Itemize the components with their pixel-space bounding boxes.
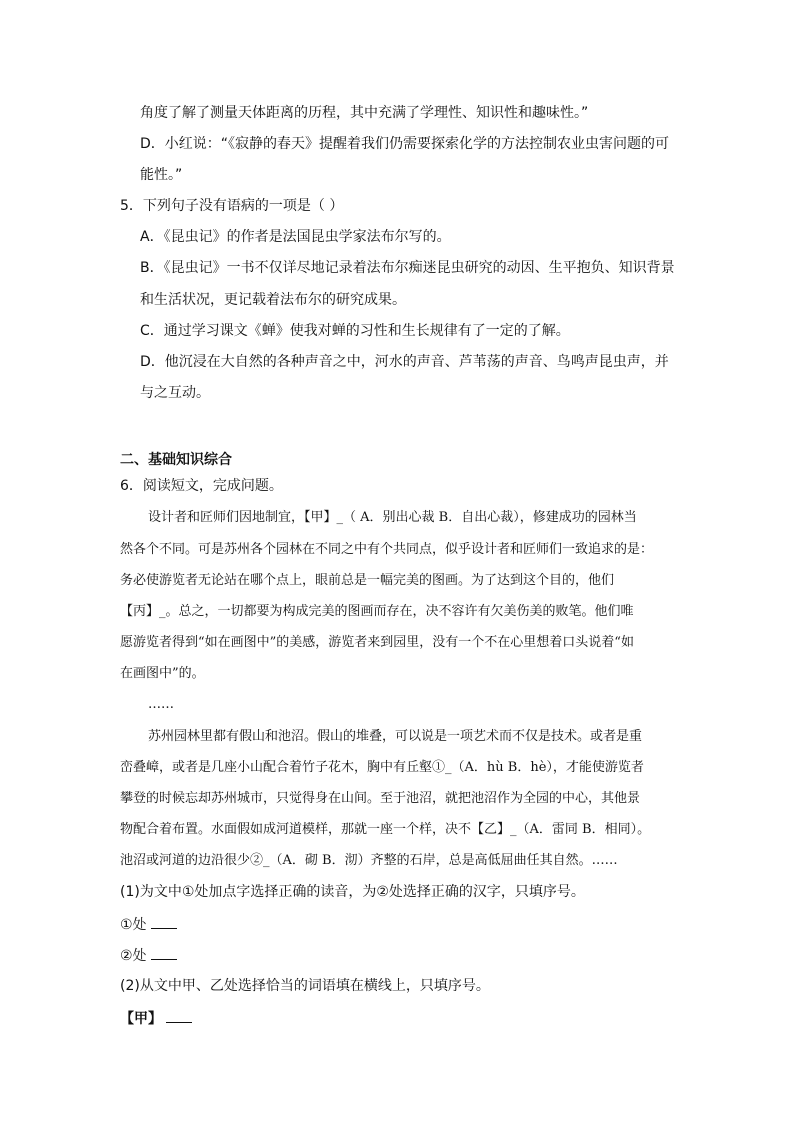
passage-line: 愿游览者得到“如在画图中”的美感，游览者来到园里，没有一个不在心里想着口头说着“如 [120, 635, 634, 650]
q6-sub2-stem: (2)从文中甲、乙处选择恰当的词语填在横线上，只填序号。 [120, 978, 490, 994]
q5-option-a: A．《昆虫记》的作者是法国昆虫学家法布尔写的。 [140, 229, 451, 245]
passage-line: 务必使游览者无论站在哪个点上，眼前总是一幅完美的图画。为了达到这个目的，他们 [120, 573, 615, 588]
q6-stem: 6．阅读短文，完成问题。 [120, 478, 283, 494]
answer-blank[interactable] [151, 914, 177, 929]
q4-option-c-continuation: 角度了解了测量天体距离的历程，其中充满了学理性、知识性和趣味性。” [140, 105, 589, 121]
passage-line: 峦叠嶂，或者是几座小山配合着竹子花木，胸中有丘壑①_（A．hù B．hè），才能使游览者 [120, 760, 644, 775]
passage-line: 【丙】_。总之，一切都要为构成完美的图画而存在，决不容许有欠美伤美的败笔。他们唯 [120, 604, 634, 619]
answer-label: ①处 [120, 917, 147, 933]
q4-option-d: D．小红说：“《寂静的春天》提醒着我们仍需要探索化学的方法控制农业虫害问题的可 [140, 136, 670, 152]
passage-ellipsis: …… [148, 697, 174, 712]
passage-line: 在画图中”的。 [120, 666, 205, 681]
passage-line: 池沼或河道的边沿很少②_（A．砌 B．沏）齐整的石岸，总是高低屈曲任其自然。…… [120, 853, 618, 868]
q4-option-d-continuation: 能性。” [140, 167, 183, 183]
passage-line: 攀登的时候忘却苏州城市，只觉得身在山间。至于池沼，就把池沼作为全园的中心，其他景 [120, 791, 641, 806]
q6-sub1-stem: (1)为文中①处加点字选择正确的读音，为②处选择正确的汉字，只填序号。 [120, 884, 585, 900]
q6-sub1-answer-2 [120, 945, 177, 966]
q5-option-b-continuation: 和生活状况，更记载着法布尔的研究成果。 [140, 292, 406, 308]
q6-sub1-answer-1 [120, 914, 177, 935]
section-heading: 二、基础知识综合 [120, 452, 232, 468]
passage-line: 然各个不同。可是苏州各个园林在不同之中有个共同点，似乎设计者和匠师们一致追求的是： [120, 542, 654, 557]
q5-option-d-continuation: 与之互动。 [140, 385, 210, 401]
q5-option-d: D．他沉浸在大自然的各种声音之中，河水的声音、芦苇荡的声音、鸟鸣声昆虫声，并 [140, 354, 669, 370]
passage-line: 设计者和匠师们因地制宜，【甲】_（ A．别出心裁 B．自出心裁），修建成功的园林当 [148, 510, 637, 525]
answer-blank[interactable] [166, 1008, 192, 1023]
q5-option-b: B．《昆虫记》一书不仅详尽地记录着法布尔痴迷昆虫研究的动因、生平抱负、知识背景 [140, 260, 675, 276]
passage-line: 物配合着布置。水面假如成河道模样，那就一座一个样，决不【乙】_（A．雷同 B．相同）。 [120, 822, 651, 837]
answer-label: 【甲】 [120, 1011, 162, 1027]
passage-line: 苏州园林里都有假山和池沼。假山的堆叠，可以说是一项艺术而不仅是技术。或者是重 [148, 729, 643, 744]
q5-stem: 5．下列句子没有语病的一项是（ ） [120, 198, 344, 214]
answer-label: ②处 [120, 948, 147, 964]
q5-option-c: C．通过学习课文《蝉》使我对蝉的习性和生长规律有了一定的了解。 [140, 323, 570, 339]
answer-blank[interactable] [151, 945, 177, 960]
q6-sub2-answer-jia [120, 1008, 192, 1029]
